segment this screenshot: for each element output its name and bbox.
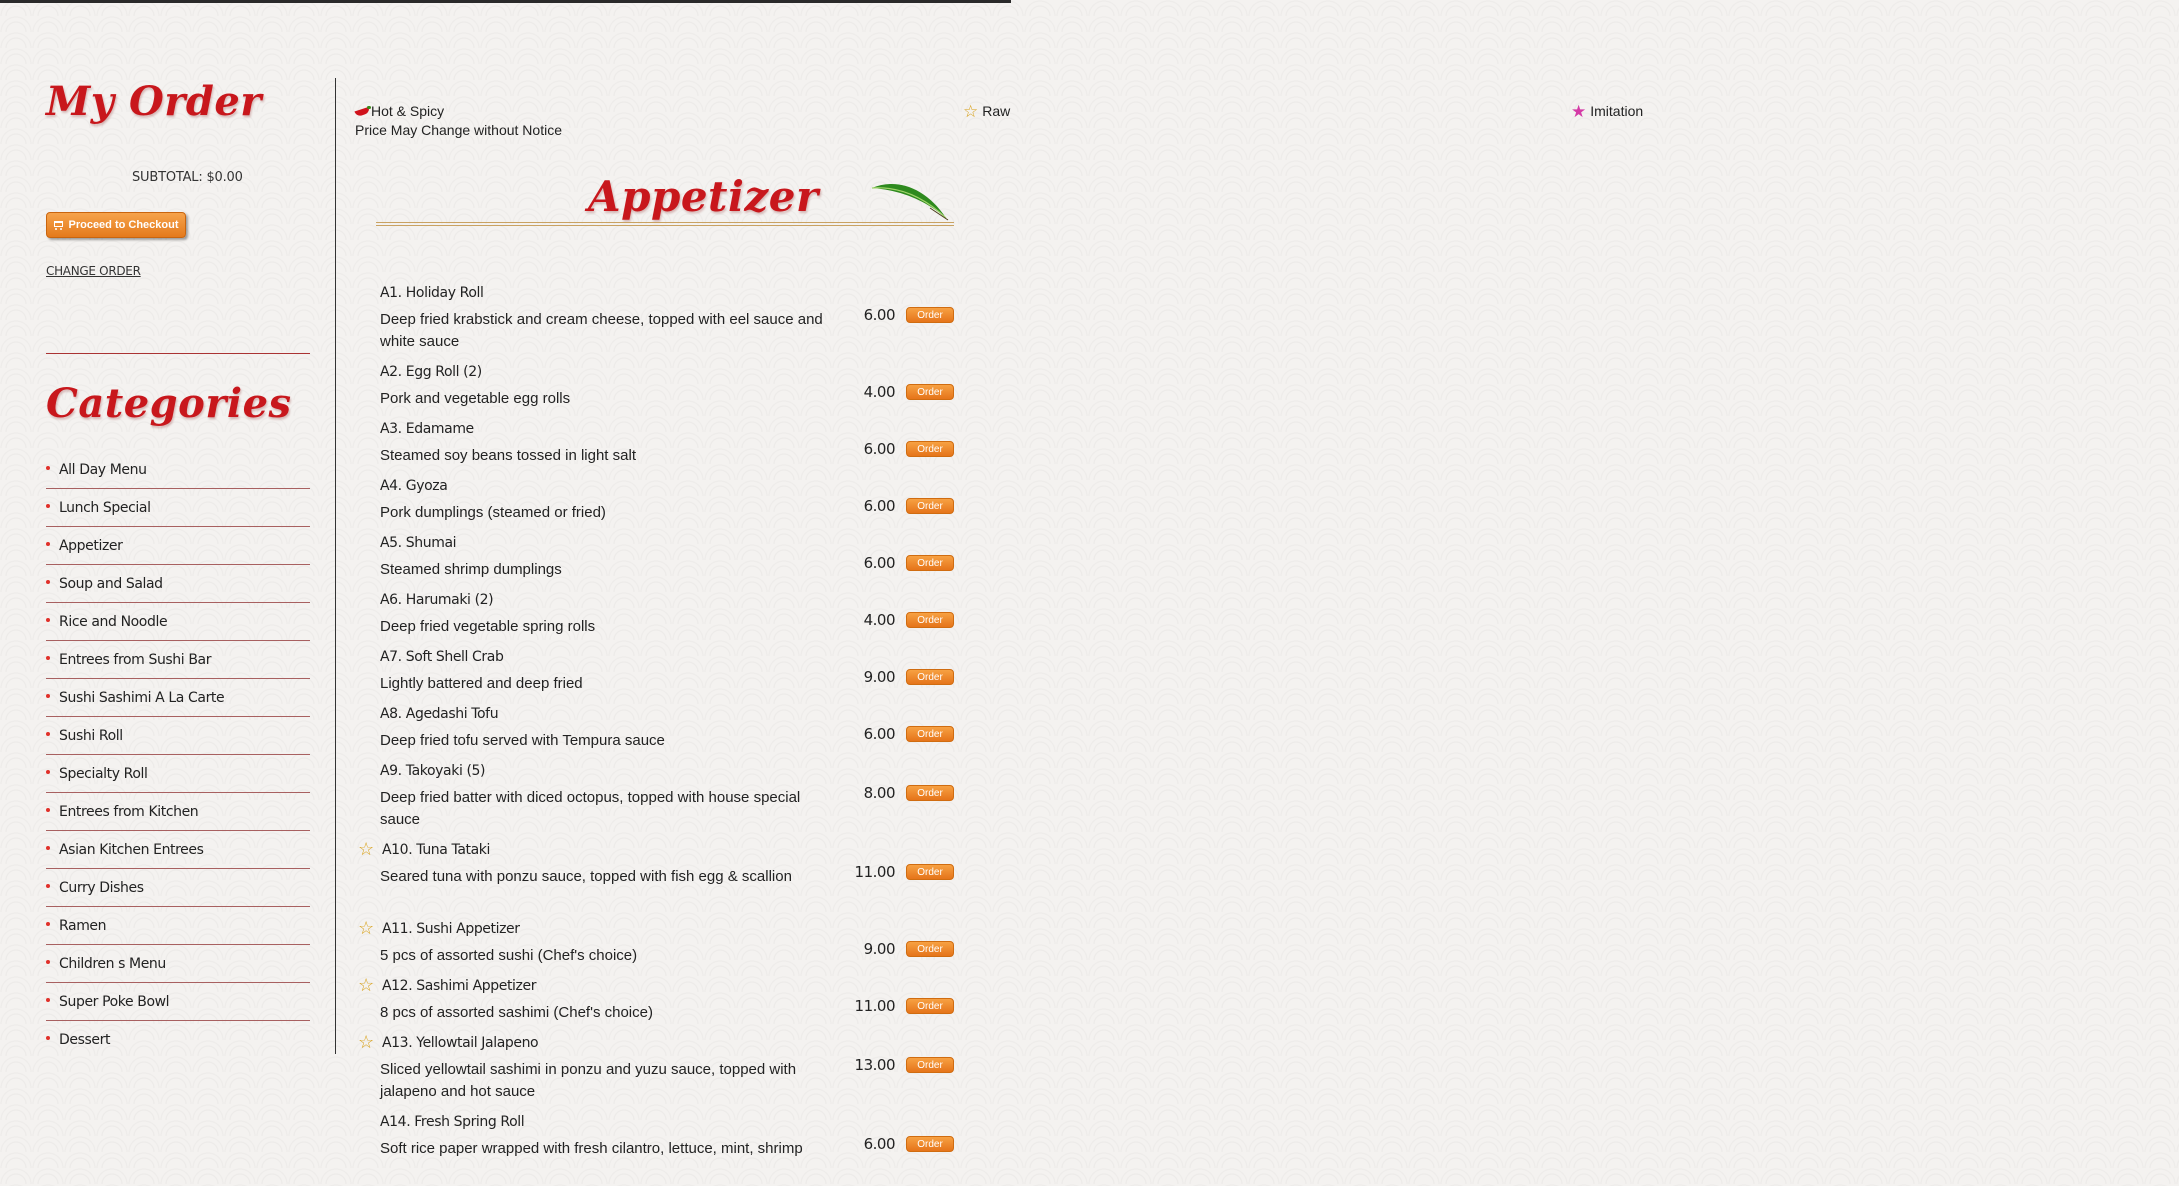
- column-divider: [335, 78, 336, 1054]
- menu-item: [358, 585, 954, 642]
- item-price: 11.00: [854, 997, 895, 1015]
- item-name: A12. Sashimi Appetizer: [382, 978, 537, 994]
- category-label: Super Poke Bowl: [59, 993, 170, 1010]
- item-description: 5 pcs of assorted sushi (Chef's choice): [380, 947, 638, 964]
- categories-title: Categories: [46, 380, 292, 427]
- category-item[interactable]: [46, 755, 310, 793]
- item-description: Seared tuna with ponzu sauce, topped with fish egg & scallion: [380, 868, 792, 885]
- item-name: A14. Fresh Spring Roll: [380, 1114, 525, 1130]
- price-notice: Price May Change without Notice: [355, 122, 562, 138]
- menu-item: [358, 971, 954, 1028]
- order-button[interactable]: Order: [906, 726, 954, 742]
- item-name: A5. Shumai: [380, 535, 457, 551]
- item-description: 8 pcs of assorted sashimi (Chef's choice): [380, 1004, 653, 1021]
- category-item[interactable]: [46, 793, 310, 831]
- item-price: 4.00: [863, 611, 895, 629]
- item-name: A8. Agedashi Tofu: [380, 706, 499, 722]
- item-description: Steamed shrimp dumplings: [380, 561, 562, 578]
- subtotal: SUBTOTAL: $0.00: [132, 170, 243, 185]
- bamboo-leaf-icon: [870, 178, 950, 222]
- item-description: Deep fried krabstick and cream cheese, topped with eel sauce and white sauce: [380, 311, 823, 350]
- item-price: 6.00: [863, 440, 895, 458]
- category-item[interactable]: [46, 717, 310, 755]
- category-item[interactable]: [46, 527, 310, 565]
- menu-item: [358, 528, 954, 585]
- category-label: All Day Menu: [59, 461, 147, 478]
- item-name: A7. Soft Shell Crab: [380, 649, 504, 665]
- raw-star-icon: ☆: [358, 918, 375, 938]
- bullet-icon: [46, 808, 50, 812]
- imitation-label: Imitation: [1590, 103, 1644, 119]
- category-label: Rice and Noodle: [59, 613, 168, 630]
- bullet-icon: [46, 694, 50, 698]
- change-order-link[interactable]: CHANGE ORDER: [46, 264, 141, 278]
- item-price: 6.00: [863, 554, 895, 572]
- category-item[interactable]: [46, 451, 310, 489]
- order-button[interactable]: Order: [906, 307, 954, 323]
- bullet-icon: [46, 504, 50, 508]
- category-label: Entrees from Kitchen: [59, 803, 199, 820]
- item-price: 6.00: [863, 725, 895, 743]
- order-button[interactable]: Order: [906, 998, 954, 1014]
- item-description: Pork and vegetable egg rolls: [380, 390, 571, 407]
- item-price: 9.00: [863, 668, 895, 686]
- bullet-icon: [46, 618, 50, 622]
- category-label: Curry Dishes: [59, 879, 144, 896]
- divider: [46, 353, 310, 354]
- item-description: Deep fried vegetable spring rolls: [380, 618, 596, 635]
- item-description: Soft rice paper wrapped with fresh cilantro, lettuce, mint, shrimp: [380, 1140, 803, 1157]
- category-list: [46, 451, 310, 1058]
- raw-label: Raw: [982, 103, 1011, 119]
- item-price: 6.00: [863, 1135, 895, 1153]
- bullet-icon: [46, 466, 50, 470]
- menu-item: [358, 756, 954, 835]
- raw-star-icon: ☆: [358, 975, 375, 995]
- category-item[interactable]: [46, 641, 310, 679]
- order-button[interactable]: Order: [906, 612, 954, 628]
- menu-item: [358, 357, 954, 414]
- order-button[interactable]: Order: [906, 864, 954, 880]
- item-name: A2. Egg Roll (2): [380, 364, 482, 380]
- item-name: A3. Edamame: [380, 421, 474, 437]
- legend: [355, 100, 2179, 138]
- menu-item: [358, 642, 954, 699]
- item-name: A9. Takoyaki (5): [380, 763, 486, 779]
- order-button[interactable]: Order: [906, 785, 954, 801]
- category-label: Children s Menu: [59, 955, 166, 972]
- category-label: Specialty Roll: [59, 765, 148, 782]
- section-rule-bottom: [376, 225, 954, 226]
- raw-star-icon: ☆: [358, 1032, 375, 1052]
- bullet-icon: [46, 960, 50, 964]
- menu-item: [358, 914, 954, 971]
- category-item[interactable]: [46, 1021, 310, 1058]
- raw-star-icon: ☆: [963, 101, 979, 121]
- order-button[interactable]: Order: [906, 441, 954, 457]
- top-bar: [0, 0, 1011, 3]
- category-item[interactable]: [46, 983, 310, 1021]
- category-item[interactable]: [46, 945, 310, 983]
- category-label: Appetizer: [59, 537, 123, 554]
- raw-star-icon: ☆: [358, 839, 375, 859]
- item-price: 13.00: [854, 1056, 895, 1074]
- bullet-icon: [46, 732, 50, 736]
- category-item[interactable]: [46, 831, 310, 869]
- bullet-icon: [46, 846, 50, 850]
- imitation-star-icon: ★: [1571, 101, 1587, 121]
- item-description: Deep fried tofu served with Tempura sauce: [380, 732, 665, 749]
- section-rule-top: [376, 222, 954, 223]
- category-label: Asian Kitchen Entrees: [59, 841, 204, 858]
- menu-item: [358, 414, 954, 471]
- my-order-title: My Order: [46, 78, 262, 125]
- hot-spicy-label: Hot & Spicy: [371, 103, 445, 119]
- order-button[interactable]: Order: [906, 498, 954, 514]
- order-button[interactable]: Order: [906, 1057, 954, 1073]
- bullet-icon: [46, 998, 50, 1002]
- order-button[interactable]: Order: [906, 669, 954, 685]
- category-item[interactable]: [46, 907, 310, 945]
- bullet-icon: [46, 580, 50, 584]
- bullet-icon: [46, 884, 50, 888]
- category-item[interactable]: [46, 603, 310, 641]
- item-price: 6.00: [863, 306, 895, 324]
- cart-icon: [53, 220, 64, 230]
- order-button[interactable]: Order: [906, 384, 954, 400]
- category-label: Sushi Sashimi A La Carte: [59, 689, 225, 706]
- order-button[interactable]: Order: [906, 555, 954, 571]
- menu-item: [358, 699, 954, 756]
- item-price: 8.00: [863, 784, 895, 802]
- menu-item: [358, 1107, 954, 1186]
- section-title: Appetizer: [588, 172, 819, 221]
- item-description: Lightly battered and deep fried: [380, 675, 583, 692]
- item-name: A13. Yellowtail Jalapeno: [382, 1035, 539, 1051]
- item-price: 4.00: [863, 383, 895, 401]
- menu-item: [358, 471, 954, 528]
- proceed-to-checkout-button[interactable]: [46, 212, 186, 238]
- category-label: Ramen: [59, 917, 107, 934]
- bullet-icon: [46, 656, 50, 660]
- category-label: Soup and Salad: [59, 575, 163, 592]
- menu-item: [358, 278, 954, 357]
- menu-item: [358, 835, 954, 914]
- item-description: Deep fried batter with diced octopus, topped with house special sauce: [380, 789, 801, 828]
- item-name: A11. Sushi Appetizer: [382, 921, 520, 937]
- category-item[interactable]: [46, 565, 310, 603]
- item-price: 6.00: [863, 497, 895, 515]
- bullet-icon: [46, 922, 50, 926]
- item-description: Steamed soy beans tossed in light salt: [380, 447, 636, 464]
- item-description: Sliced yellowtail sashimi in ponzu and yuzu sauce, topped with jalapeno and hot sauce: [380, 1061, 797, 1100]
- section-header: [376, 172, 954, 228]
- bullet-icon: [46, 770, 50, 774]
- item-name: A6. Harumaki (2): [380, 592, 494, 608]
- item-description: Pork dumplings (steamed or fried): [380, 504, 606, 521]
- order-button[interactable]: Order: [906, 941, 954, 957]
- category-item[interactable]: [46, 679, 310, 717]
- category-item[interactable]: [46, 489, 310, 527]
- item-name: A1. Holiday Roll: [380, 285, 484, 301]
- item-name: A10. Tuna Tataki: [382, 842, 490, 858]
- category-label: Entrees from Sushi Bar: [59, 651, 212, 668]
- category-label: Sushi Roll: [59, 727, 123, 744]
- item-name: A4. Gyoza: [380, 478, 448, 494]
- bullet-icon: [46, 542, 50, 546]
- item-price: 9.00: [863, 940, 895, 958]
- order-button[interactable]: Order: [906, 1136, 954, 1152]
- item-price: 11.00: [854, 863, 895, 881]
- bullet-icon: [46, 1036, 50, 1040]
- chili-icon: [355, 105, 371, 117]
- menu-item: [358, 1028, 954, 1107]
- category-item[interactable]: [46, 869, 310, 907]
- category-label: Lunch Special: [59, 499, 151, 516]
- category-label: Dessert: [59, 1031, 111, 1048]
- checkout-label: Proceed to Checkout: [68, 219, 179, 231]
